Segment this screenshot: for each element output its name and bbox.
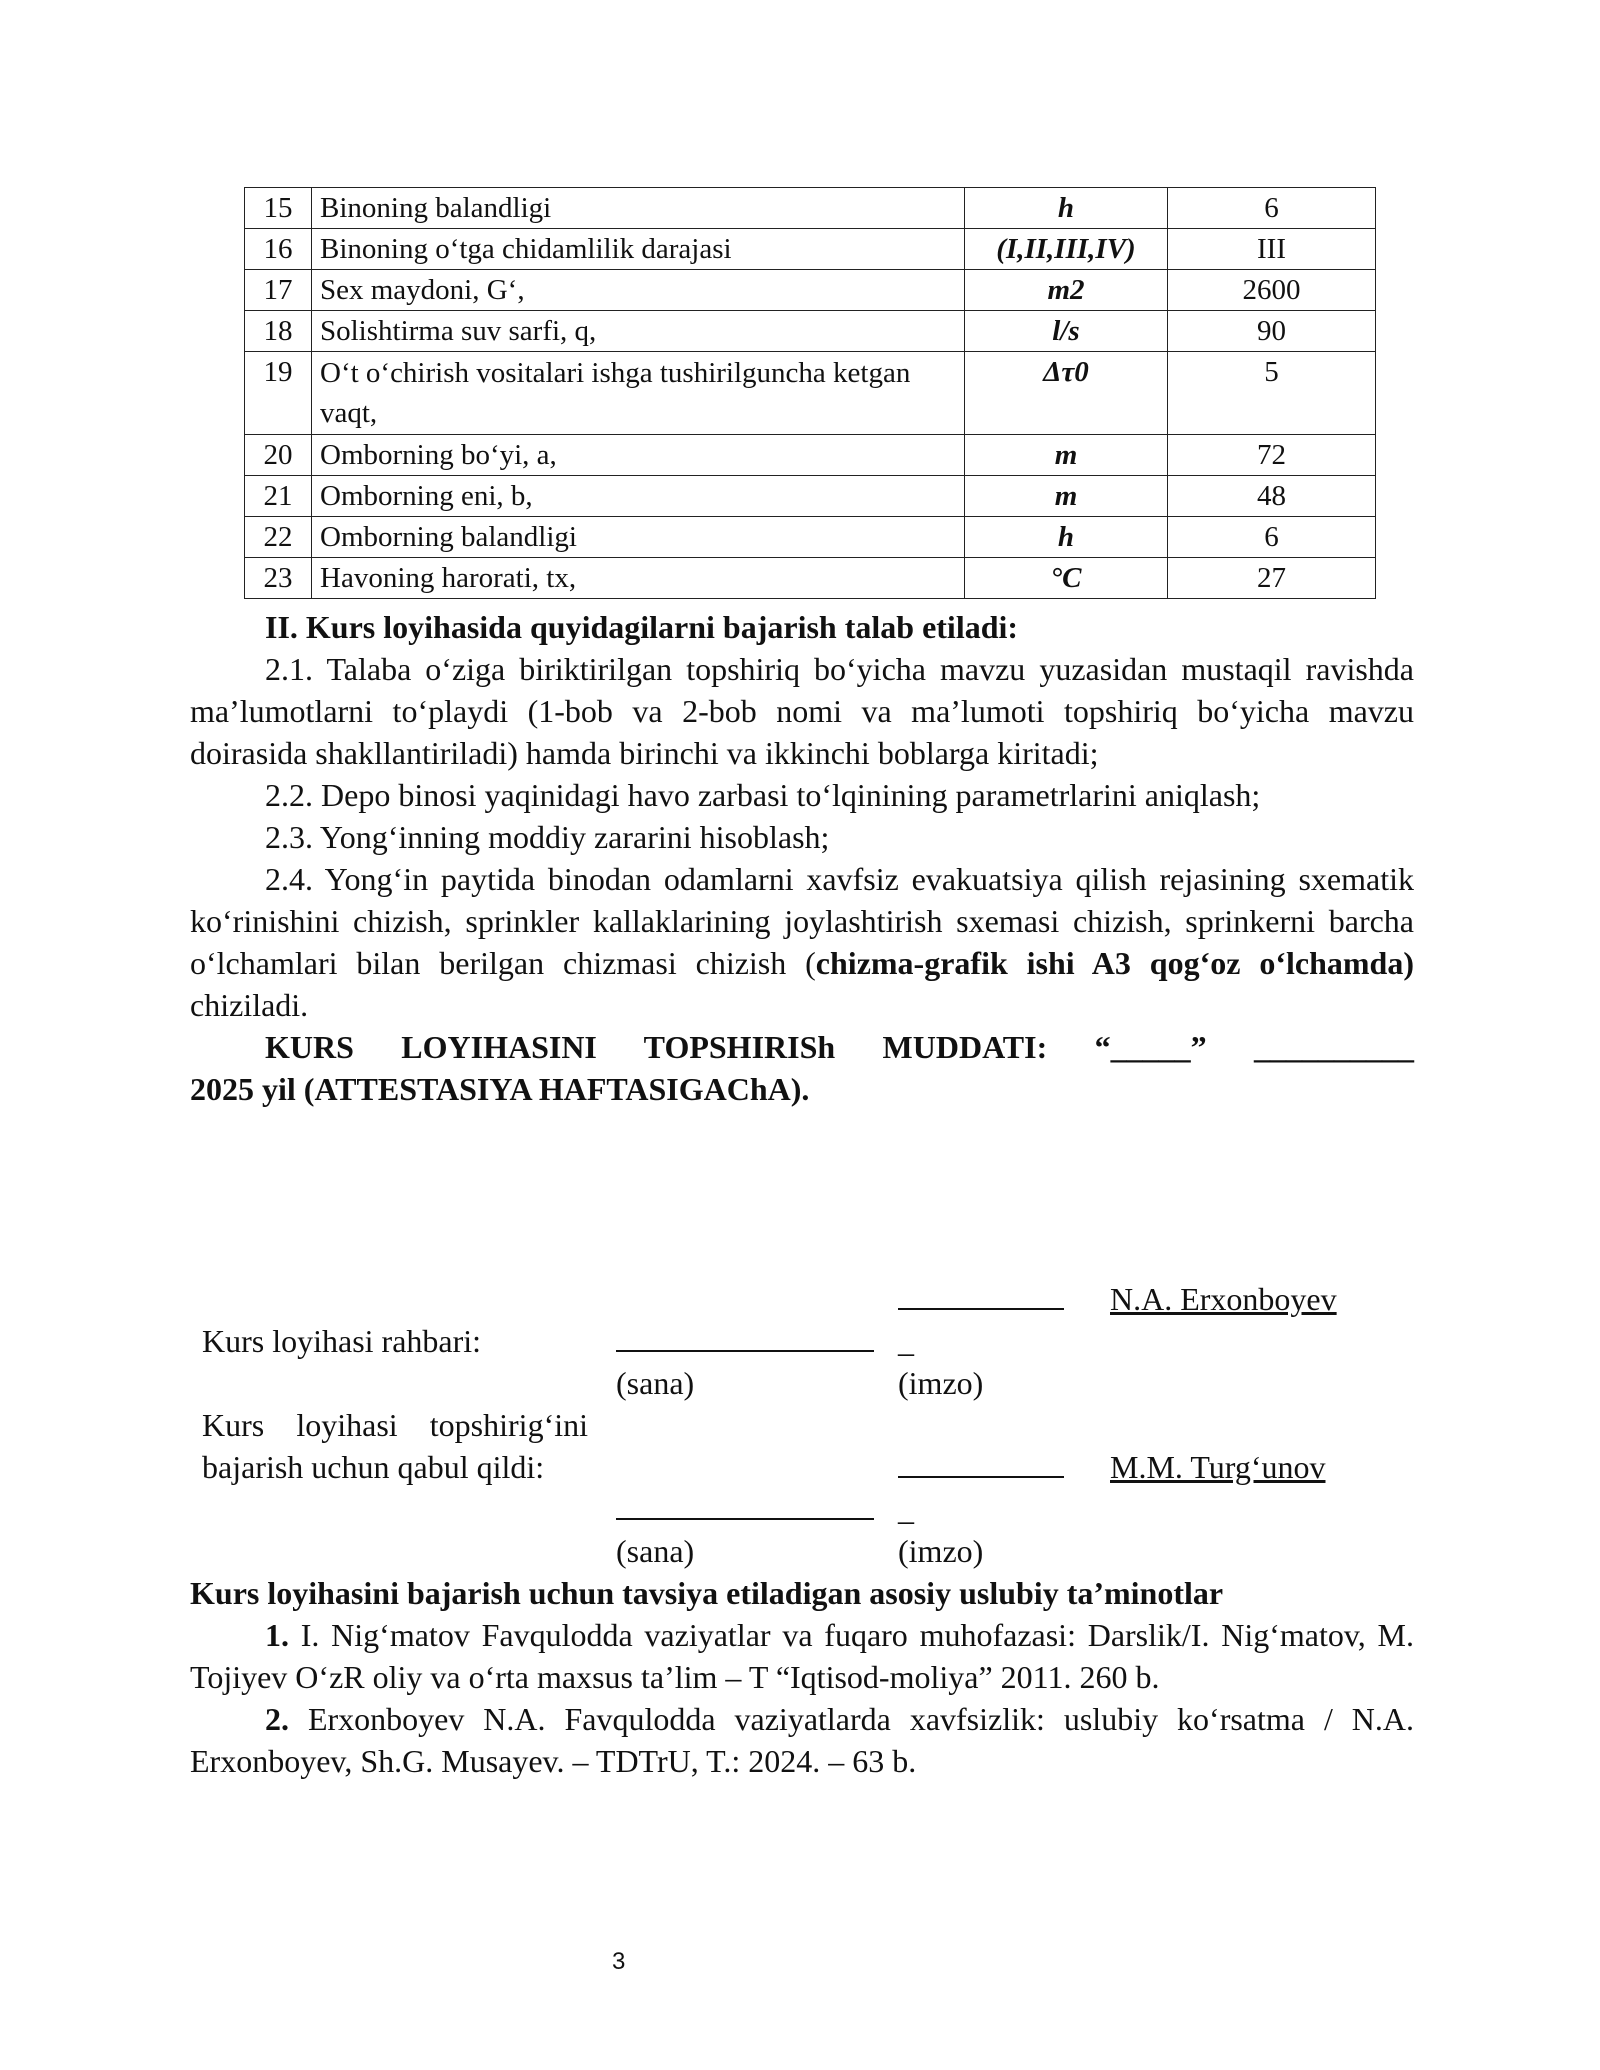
row-name: Sex maydoni, G‘, — [312, 270, 965, 311]
section-2 — [190, 606, 1414, 1110]
student-sign-caption: (imzo) — [898, 1533, 984, 1569]
table-row — [245, 270, 1376, 311]
table-row — [245, 311, 1376, 352]
row-name: Omborning balandligi — [312, 517, 965, 558]
row-name: O‘t o‘chirish vositalari ishga tushirilguncha ketgan vaqt, — [312, 352, 965, 435]
leader-label: Kurs loyihasi rahbari: — [202, 1323, 482, 1359]
student-name: M.M. Turg‘unov — [1110, 1449, 1326, 1485]
leader-date-line — [616, 1320, 874, 1362]
page-number: 3 — [612, 1948, 626, 1975]
reference-2-text: Erxonboyev N.A. Favqulodda vaziyatlarda xavfsizlik: uslubiy ko‘rsatma / N.A. Erxonboyev, Sh.G. Musayev. – TDTrU, T.: 2024. – 63 b. — [190, 1701, 1414, 1779]
row-number: 16 — [245, 229, 312, 270]
student-date-line — [616, 1488, 874, 1530]
table-row — [245, 476, 1376, 517]
row-value: III — [1168, 229, 1376, 270]
row-number: 23 — [245, 558, 312, 599]
row-value: 27 — [1168, 558, 1376, 599]
deadline-line-1: KURS LOYIHASINI TOPSHIRISh MUDDATI: “_____” __________ — [265, 1029, 1414, 1065]
row-value: 6 — [1168, 517, 1376, 558]
row-number: 19 — [245, 352, 312, 435]
row-number: 22 — [245, 517, 312, 558]
row-number: 20 — [245, 435, 312, 476]
row-unit: m — [965, 435, 1168, 476]
item-2-1: 2.1. Talaba o‘ziga biriktirilgan topshiriq bo‘yicha mavzu yuzasidan mustaqil ravishda ma’lumotlarni to‘playdi (1-bob va 2-bob nomi va ma’lumoti topshiriq bo‘yicha mavzu doirasida shakllantiriladi) hamda birinchi va ikkinchi boblarga kiritadi; — [190, 651, 1414, 771]
table-row — [245, 229, 1376, 270]
leader-date-caption: (sana) — [616, 1365, 695, 1401]
row-unit: h — [965, 517, 1168, 558]
table-row — [245, 517, 1376, 558]
row-name: Binoning balandligi — [312, 188, 965, 229]
row-value: 48 — [1168, 476, 1376, 517]
item-2-3: 2.3. Yong‘inning moddiy zararini hisoblash; — [265, 819, 830, 855]
reference-2 — [190, 1698, 1414, 1782]
leader-sign-caption: (imzo) — [898, 1365, 984, 1401]
references-heading: Kurs loyihasini bajarish uchun tavsiya etiladigan asosiy uslubiy ta’minotlar — [190, 1575, 1224, 1611]
parameters-table — [244, 187, 1376, 599]
deadline-line-2: 2025 yil (ATTESTASIYA HAFTASIGAChA). — [190, 1071, 810, 1107]
student-sign-underscore: _ — [898, 1491, 914, 1527]
row-value: 72 — [1168, 435, 1376, 476]
row-value: 5 — [1168, 352, 1376, 435]
row-unit: °C — [965, 558, 1168, 599]
student-date-caption: (sana) — [616, 1533, 695, 1569]
row-name: Omborning bo‘yi, a, — [312, 435, 965, 476]
row-name: Binoning o‘tga chidamlilik darajasi — [312, 229, 965, 270]
row-name: Solishtirma suv sarfi, q, — [312, 311, 965, 352]
table-row — [245, 435, 1376, 476]
item-2-4-text: 2.4. Yong‘in paytida binodan odamlarni xavfsiz evakuatsiya qilish rejasining sxematik ko‘rinishini chizish, sprinkler kallaklarining joylashtirish sxemasi chizish, sprinkerni barcha o‘lchamlari bilan berilgan chizmasi chizish ( — [190, 861, 1414, 981]
student-sign-line — [898, 1446, 1064, 1488]
row-unit: Δτ0 — [965, 352, 1168, 435]
item-2-2: 2.2. Depo binosi yaqinidagi havo zarbasi to‘lqinining parametrlarini aniqlash; — [265, 777, 1261, 813]
reference-1-number: 1. — [265, 1617, 289, 1653]
row-number: 18 — [245, 311, 312, 352]
leader-name: N.A. Erxonboyev — [1110, 1281, 1337, 1317]
row-unit: l/s — [965, 311, 1168, 352]
item-2-4 — [190, 858, 1414, 1026]
row-value: 2600 — [1168, 270, 1376, 311]
row-name: Omborning eni, b, — [312, 476, 965, 517]
reference-2-number: 2. — [265, 1701, 289, 1737]
row-number: 17 — [245, 270, 312, 311]
reference-1-text: I. Nig‘matov Favqulodda vaziyatlar va fuqaro muhofazasi: Darslik/I. Nig‘matov, M. Tojiyev O‘zR oliy va o‘rta maxsus ta’lim – T “Iqtisod-moliya” 2011. 260 b. — [190, 1617, 1414, 1695]
leader-sign-line — [898, 1278, 1064, 1320]
references — [190, 1572, 1414, 1782]
row-number: 21 — [245, 476, 312, 517]
row-unit: h — [965, 188, 1168, 229]
row-name: Havoning harorati, tx, — [312, 558, 965, 599]
row-number: 15 — [245, 188, 312, 229]
row-unit: m2 — [965, 270, 1168, 311]
table-row — [245, 558, 1376, 599]
leader-sign-underscore: _ — [898, 1323, 914, 1359]
item-2-4-bold: chizma-grafik ishi A3 qog‘oz o‘lchamda) — [815, 945, 1414, 981]
table-row — [245, 188, 1376, 229]
student-label: Kurs loyihasi topshirig‘ini bajarish uchun qabul qildi: — [202, 1407, 588, 1485]
row-value: 6 — [1168, 188, 1376, 229]
reference-1 — [190, 1614, 1414, 1698]
table-row — [245, 352, 1376, 435]
section-2-heading: II. Kurs loyihasida quyidagilarni bajarish talab etiladi: — [265, 609, 1019, 645]
row-value: 90 — [1168, 311, 1376, 352]
row-unit: m — [965, 476, 1168, 517]
item-2-4-end: chiziladi. — [190, 987, 309, 1023]
row-unit: (I,II,III,IV) — [965, 229, 1168, 270]
